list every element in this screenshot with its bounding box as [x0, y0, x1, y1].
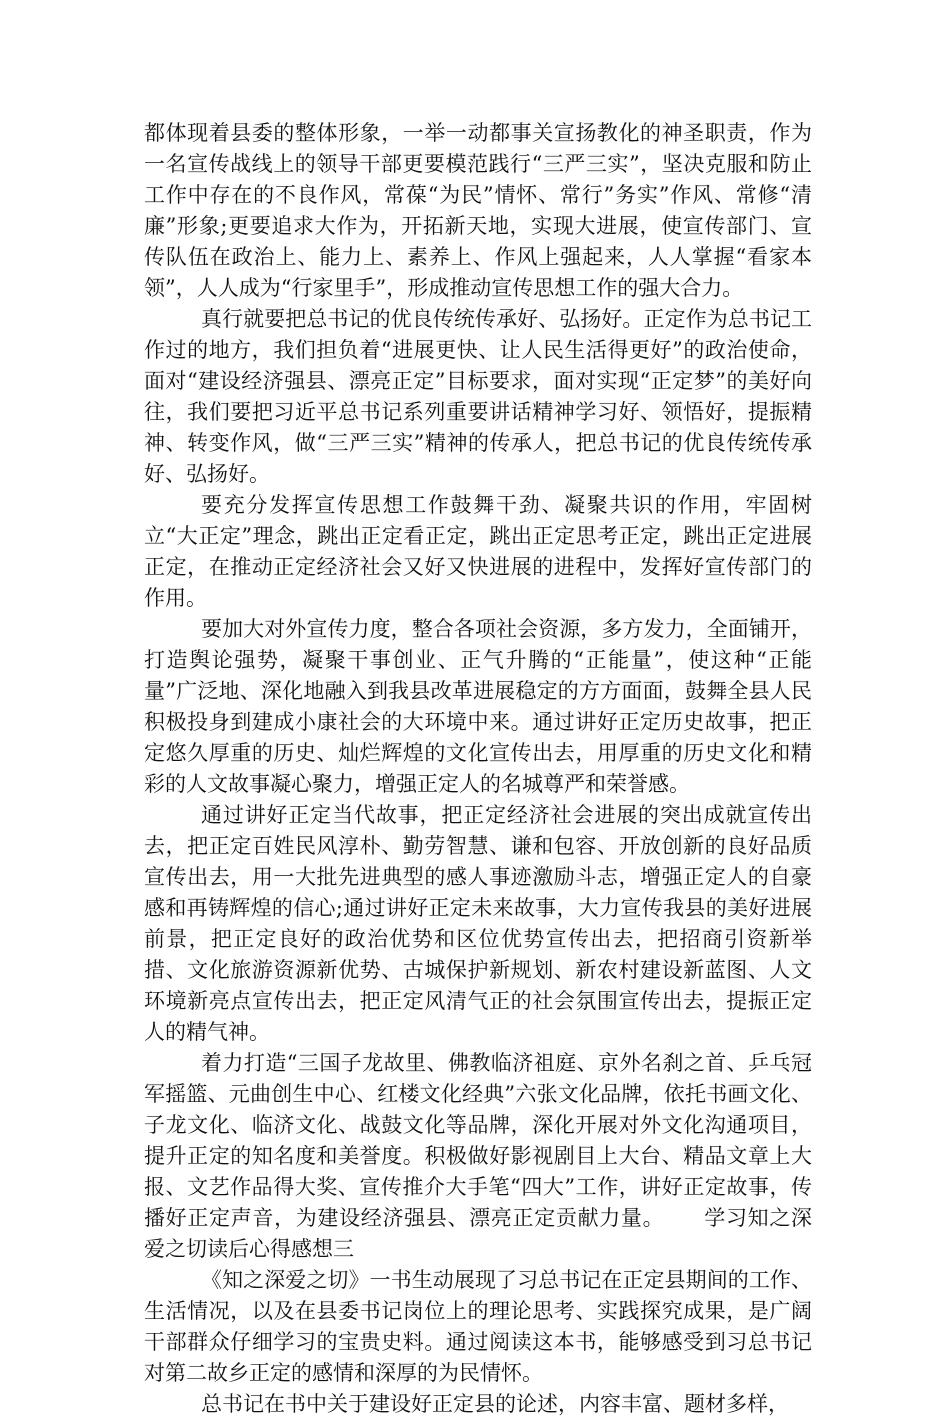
paragraph-text: 着力打造“三国子龙故里、佛教临济祖庭、京外名刹之首、乒乓冠军摇篮、元曲创生中心、红楼文化经典”六张文化品牌，依托书画文化、子龙文化、临济文化、战鼓文化等品牌，深化开展对外文化沟通项目，提升正定的知名度和美誉度。积极做好影视剧目上大台、精品文章上大报、文艺作品得大奖、宣传推介大手笔“四大”工作，讲好正定故事，传播好正定声音，为建设经济强县、漂亮正定贡献力量。: [144, 1051, 812, 1230]
paragraph: 要充分发挥宣传思想工作鼓舞干劲、凝聚共识的作用，牢固树立“大正定”理念，跳出正定看正定，跳出正定思考正定，跳出正定进展正定，在推动正定经济社会又好又快进展的进程中，发挥好宣传部门的作用。: [144, 493, 812, 610]
document-page: [144, 118, 812, 1420]
paragraph: 《知之深爱之切》一书生动展现了习总书记在正定县期间的工作、生活情况，以及在县委书记岗位上的理论思考、实践探究成果，是广阔干部群众仔细学习的宝贵史料。通过阅读这本书，能够感受到习总书记对第二故乡正定的感情和深厚的为民情怀。: [144, 1268, 812, 1385]
paragraph: 都体现着县委的整体形象，一举一动都事关宣扬教化的神圣职责，作为一名宣传战线上的领导干部更要模范践行“三严三实”，坚决克服和防止工作中存在的不良作风，常葆“为民”情怀、常行”务实”作风、常修“清廉”形象;更要追求大作为，开拓新天地，实现大进展，使宣传部门、宣传队伍在政治上、能力上、素养上、作风上强起来，人人掌握“看家本领”，人人成为“行家里手”，形成推动宣传思想工作的强大合力。: [144, 121, 812, 300]
section-heading: 学习知之深爱之切读后心得感想三: [144, 1206, 813, 1261]
paragraph-with-inline-heading: [144, 1048, 812, 1265]
paragraph: 真行就要把总书记的优良传统传承好、弘扬好。正定作为总书记工作过的地方，我们担负着“进展更快、让人民生活得更好”的政治使命，面对“建设经济强县、漂亮正定”目标要求，面对实现“正定梦”的美好向往，我们要把习近平总书记系列重要讲话精神学习好、领悟好，提振精神、转变作风，做“三严三实”精神的传承人，把总书记的优良传统传承好、弘扬好。: [144, 307, 812, 486]
paragraph: 通过讲好正定当代故事，把正定经济社会进展的突出成就宣传出去，把正定百姓民风淳朴、勤劳智慧、谦和包容、开放创新的良好品质宣传出去，用一大批先进典型的感人事迹激励斗志，增强正定人的自豪感和再铸辉煌的信心;通过讲好正定未来故事，大力宣传我县的美好进展前景，把正定良好的政治优势和区位优势宣传出去，把招商引资新举措、文化旅游资源新优势、古城保护新规划、新农村建设新蓝图、人文环境新亮点宣传出去，把正定风清气正的社会氛围宣传出去，提振正定人的精气神。: [144, 803, 812, 1044]
paragraph: 总书记在书中关于建设好正定县的论述，内容丰富、题材多样，: [201, 1392, 789, 1416]
paragraph: 要加大对外宣传力度，整合各项社会资源，多方发力，全面铺开，打造舆论强势，凝聚干事创业、正气升腾的“正能量”，使这种“正能量”广泛地、深化地融入到我县改革进展稳定的方方面面，鼓舞全县人民积极投身到建成小康社会的大环境中来。通过讲好正定历史故事，把正定悠久厚重的历史、灿烂辉煌的文化宣传出去，用厚重的历史文化和精彩的人文故事凝心聚力，增强正定人的名城尊严和荣誉感。: [144, 617, 812, 796]
